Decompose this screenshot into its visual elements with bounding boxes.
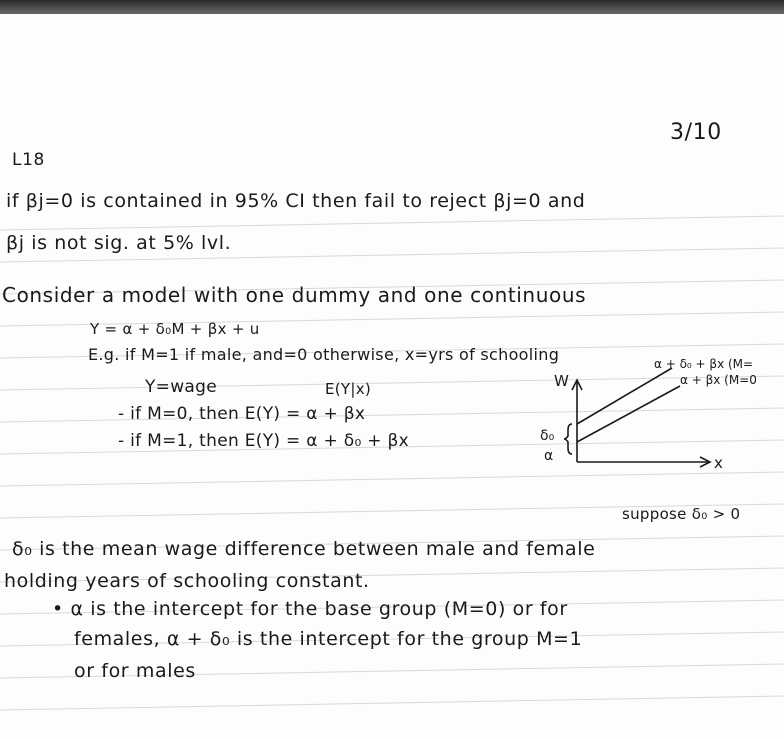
lower-line-label: α + βx (M=0	[680, 373, 757, 387]
example-line: E.g. if M=1 if male, and=0 otherwise, x=yrs of schooling	[88, 345, 560, 364]
regression-diagram	[530, 320, 784, 480]
lecture-label: L18	[12, 150, 45, 170]
upper-line-label: α + δ₀ + βx (M=	[654, 357, 754, 371]
suppose-note: suppose δ₀ > 0	[622, 505, 741, 523]
ci-line-1: if βj=0 is contained in 95% CI then fail to reject βj=0 and	[6, 190, 586, 212]
bullet-line-2: females, α + δ₀ is the intercept for the group M=1	[74, 628, 583, 650]
case-m0: - if M=0, then E(Y) = α + βx	[118, 404, 366, 424]
case-m1: - if M=1, then E(Y) = α + δ₀ + βx	[118, 431, 410, 451]
bullet-line-3: or for males	[74, 660, 196, 682]
interpretation-line-1: δ₀ is the mean wage difference between male and female	[12, 538, 596, 560]
page-date: 3/10	[670, 120, 722, 145]
y-wage-line: Y=wage	[145, 377, 217, 397]
ci-line-2: βj is not sig. at 5% lvl.	[6, 232, 232, 254]
delta-label: δ₀	[540, 428, 555, 444]
consider-heading: Consider a model with one dummy and one continuous	[2, 283, 587, 307]
diagram-x-label: x	[714, 454, 723, 472]
diagram-y-label: W	[554, 372, 569, 390]
interpretation-line-2: holding years of schooling constant.	[4, 570, 370, 592]
model-equation: Y = α + δ₀M + βx + u	[90, 320, 260, 338]
conditional-expectation: E(Y|x)	[325, 380, 372, 398]
alpha-label: α	[544, 448, 554, 464]
bullet-line-1: • α is the intercept for the base group (M=0) or for	[52, 598, 568, 620]
intercept-brace	[564, 424, 572, 454]
